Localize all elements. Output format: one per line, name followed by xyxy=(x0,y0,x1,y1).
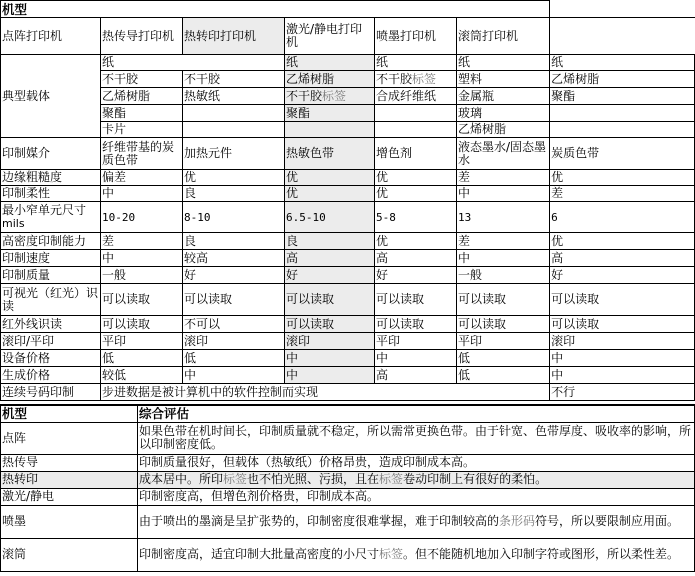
label-link: 标签 xyxy=(412,71,437,86)
cell: 优 xyxy=(550,170,695,186)
cell: 中 xyxy=(285,350,375,367)
type-inkjet: 喷墨打印机 xyxy=(375,18,457,55)
cell: 差 xyxy=(550,186,695,202)
media-cell: 不干胶标签 xyxy=(285,88,375,105)
cell: 加热元件 xyxy=(183,138,285,170)
media-cell xyxy=(375,71,457,88)
cell: 中 xyxy=(457,186,550,202)
cell: 中 xyxy=(550,350,695,367)
eval-header-type: 机型 xyxy=(1,405,138,422)
cell: 中 xyxy=(375,350,457,367)
cell: 优 xyxy=(375,233,457,250)
cell: 热敏色带 xyxy=(285,138,375,170)
cell: 好 xyxy=(285,267,375,284)
cell: 好 xyxy=(550,267,695,284)
cell: 差 xyxy=(457,233,550,250)
row-label: 设备价格 xyxy=(1,350,101,367)
cell: 优 xyxy=(285,170,375,186)
media-cell xyxy=(375,122,457,138)
media-cell: 玻璃 xyxy=(457,105,550,122)
eval-type: 热传导 xyxy=(1,454,138,471)
eval-text-part: 也不怕光照、污损，且在 xyxy=(247,472,380,486)
cell: 中 xyxy=(550,367,695,384)
media-cell: 聚酯 xyxy=(101,105,183,122)
cell: 一般 xyxy=(101,267,183,284)
row-label: 高密度印制能力 xyxy=(1,233,101,250)
type-thermal: 热传导打印机 xyxy=(101,18,183,55)
cell: 可以读取 xyxy=(457,316,550,333)
eval-type: 激光/静电 xyxy=(1,488,138,505)
row-label: 红外线识读 xyxy=(1,316,101,333)
label-link: 标签 xyxy=(322,88,347,103)
media-cell: 不干胶 xyxy=(101,71,183,88)
media-cell: 乙烯树脂 xyxy=(285,71,375,88)
media-cell: 金属瓶 xyxy=(457,88,550,105)
cell: 平印 xyxy=(457,333,550,350)
eval-text-part: 由于喷出的墨滴是呈扩张势的，印制密度很难掌握，难于印制较高的 xyxy=(139,514,500,528)
cell: 5-8 xyxy=(375,202,457,233)
cell: 中 xyxy=(101,250,183,267)
cell: 可以读取 xyxy=(101,316,183,333)
label-link: 标签 xyxy=(223,472,248,486)
media-cell xyxy=(285,122,375,138)
row-label: 可视光（红光）识读 xyxy=(1,284,101,316)
media-cell: 聚酯 xyxy=(285,105,375,122)
type-thermal-transfer: 热转印打印机 xyxy=(183,18,285,55)
cell: 可以读取 xyxy=(285,284,375,316)
row-label: 印制媒介 xyxy=(1,138,101,170)
cell: 可以读取 xyxy=(375,284,457,316)
eval-header-assessment: 综合评估 xyxy=(138,405,695,422)
cell: 可以读取 xyxy=(375,316,457,333)
media-cell: 纸 xyxy=(101,55,183,71)
row-label: 生成价格 xyxy=(1,367,101,384)
eval-text: 印制质量很好，但载体（热敏纸）价格昂贵，造成印制成本高。 xyxy=(138,454,695,471)
cell: 高 xyxy=(285,250,375,267)
eval-type: 滚筒 xyxy=(1,538,138,571)
cell: 增色剂 xyxy=(375,138,457,170)
eval-type: 点阵 xyxy=(1,422,138,454)
eval-text-part: 卷动印制上有很好的柔怕。 xyxy=(403,472,548,486)
row-label-main: 最小窄单元尺寸 xyxy=(2,203,87,217)
cell: 平印 xyxy=(375,333,457,350)
cell: 优 xyxy=(375,170,457,186)
cell: 6.5-10 xyxy=(285,202,375,233)
row-label: 滚印/平印 xyxy=(1,333,101,350)
cell: 高 xyxy=(375,250,457,267)
barcode-link: 条形码 xyxy=(499,514,536,528)
header-title: 机型 xyxy=(1,1,550,18)
media-cell: 聚酯 xyxy=(550,88,695,105)
eval-text xyxy=(138,538,695,571)
cell: 中 xyxy=(285,367,375,384)
cell: 可以读取 xyxy=(550,316,695,333)
cell: 可以读取 xyxy=(457,284,550,316)
cell: 低 xyxy=(457,367,550,384)
cell: 较低 xyxy=(101,367,183,384)
media-cell: 不干胶 xyxy=(183,71,285,88)
evaluation-table xyxy=(0,404,695,572)
cell: 可以读取 xyxy=(550,284,695,316)
row-label: 连续号码印制 xyxy=(1,384,101,401)
label-link: 标签 xyxy=(379,547,404,561)
cell: 中 xyxy=(457,250,550,267)
cell: 10-20 xyxy=(101,202,183,233)
media-cell: 合成纤维纸 xyxy=(375,88,457,105)
row-label: 印制质量 xyxy=(1,267,101,284)
media-cell xyxy=(183,55,285,71)
eval-type: 热转印 xyxy=(1,471,138,488)
cell: 滚印 xyxy=(550,333,695,350)
cell: 纤维带基的炭质色带 xyxy=(101,138,183,170)
media-cell: 塑料 xyxy=(457,71,550,88)
row-label: 印制柔性 xyxy=(1,186,101,202)
row-label: 边缘粗糙度 xyxy=(1,170,101,186)
cell: 差 xyxy=(101,233,183,250)
cell: 低 xyxy=(457,350,550,367)
eval-text xyxy=(138,471,695,488)
media-cell xyxy=(550,122,695,138)
cell: 平印 xyxy=(101,333,183,350)
cell: 不行 xyxy=(550,384,695,401)
eval-text-part: 印制密度高，适宜印制大批量高密度的小尺寸 xyxy=(139,547,380,561)
eval-text: 印制密度高，但增色剂价格贵，印制成本高。 xyxy=(138,488,695,505)
cell: 差 xyxy=(457,170,550,186)
eval-text xyxy=(138,505,695,538)
cell: 滚印 xyxy=(285,333,375,350)
row-label-unit: mils xyxy=(2,217,25,230)
media-cell: 纸 xyxy=(285,55,375,71)
cell: 中 xyxy=(183,367,285,384)
cell: 优 xyxy=(550,233,695,250)
cell: 好 xyxy=(375,267,457,284)
media-cell: 热敏纸 xyxy=(183,88,285,105)
cell: 优 xyxy=(285,186,375,202)
media-cell-text: 不干胶标签 xyxy=(376,71,437,86)
media-cell: 乙烯树脂 xyxy=(101,88,183,105)
cell: 良 xyxy=(285,233,375,250)
eval-text-part: 符号，所以要限制应用面。 xyxy=(535,514,680,528)
media-cell xyxy=(183,122,285,138)
type-dotmatrix: 点阵打印机 xyxy=(1,18,101,55)
cell: 偏差 xyxy=(101,170,183,186)
cell: 13 xyxy=(457,202,550,233)
cell: 优 xyxy=(183,170,285,186)
cell: 良 xyxy=(183,186,285,202)
type-drum: 滚筒打印机 xyxy=(457,18,550,55)
label-link: 标签 xyxy=(379,472,404,486)
cell: 可以读取 xyxy=(285,316,375,333)
type-laser: 激光/静电打印机 xyxy=(285,18,375,55)
cell: 中 xyxy=(101,186,183,202)
eval-text: 如果色带在机时间长，印制质量就不稳定，所以需常更换色带。由于针宽、色带厚度、吸收率的影响，所以印制密度低。 xyxy=(138,422,695,454)
media-cell: 纸 xyxy=(550,55,695,71)
row-label xyxy=(1,202,101,233)
cell: 不可以 xyxy=(183,316,285,333)
cell: 液态墨水/固态墨水 xyxy=(457,138,550,170)
media-cell xyxy=(375,105,457,122)
cell: 高 xyxy=(375,367,457,384)
cell: 较高 xyxy=(183,250,285,267)
cell: 一般 xyxy=(457,267,550,284)
media-cell: 纸 xyxy=(375,55,457,71)
cell: 低 xyxy=(101,350,183,367)
cell: 6 xyxy=(550,202,695,233)
media-cell: 卡片 xyxy=(101,122,183,138)
cell: 8-10 xyxy=(183,202,285,233)
cell: 良 xyxy=(183,233,285,250)
typical-media-label: 典型载体 xyxy=(1,55,101,138)
eval-text-part: 。但不能随机地加入印制字符或图形，所以柔性差。 xyxy=(403,547,680,561)
cell: 高 xyxy=(550,250,695,267)
media-cell xyxy=(550,105,695,122)
cell: 低 xyxy=(183,350,285,367)
media-cell: 乙烯树脂 xyxy=(550,71,695,88)
eval-type: 喷墨 xyxy=(1,505,138,538)
cell: 优 xyxy=(375,186,457,202)
cell: 可以读取 xyxy=(101,284,183,316)
continuous-code-text: 步进数据是被计算机中的软件控制而实现 xyxy=(101,384,550,401)
media-cell: 乙烯树脂 xyxy=(457,122,550,138)
eval-text-part: 成本居中。所印 xyxy=(139,472,224,486)
cell: 可以读取 xyxy=(183,284,285,316)
cell: 滚印 xyxy=(183,333,285,350)
media-cell xyxy=(183,105,285,122)
row-label: 印制速度 xyxy=(1,250,101,267)
cell: 炭质色带 xyxy=(550,138,695,170)
media-cell: 纸 xyxy=(457,55,550,71)
cell: 好 xyxy=(183,267,285,284)
